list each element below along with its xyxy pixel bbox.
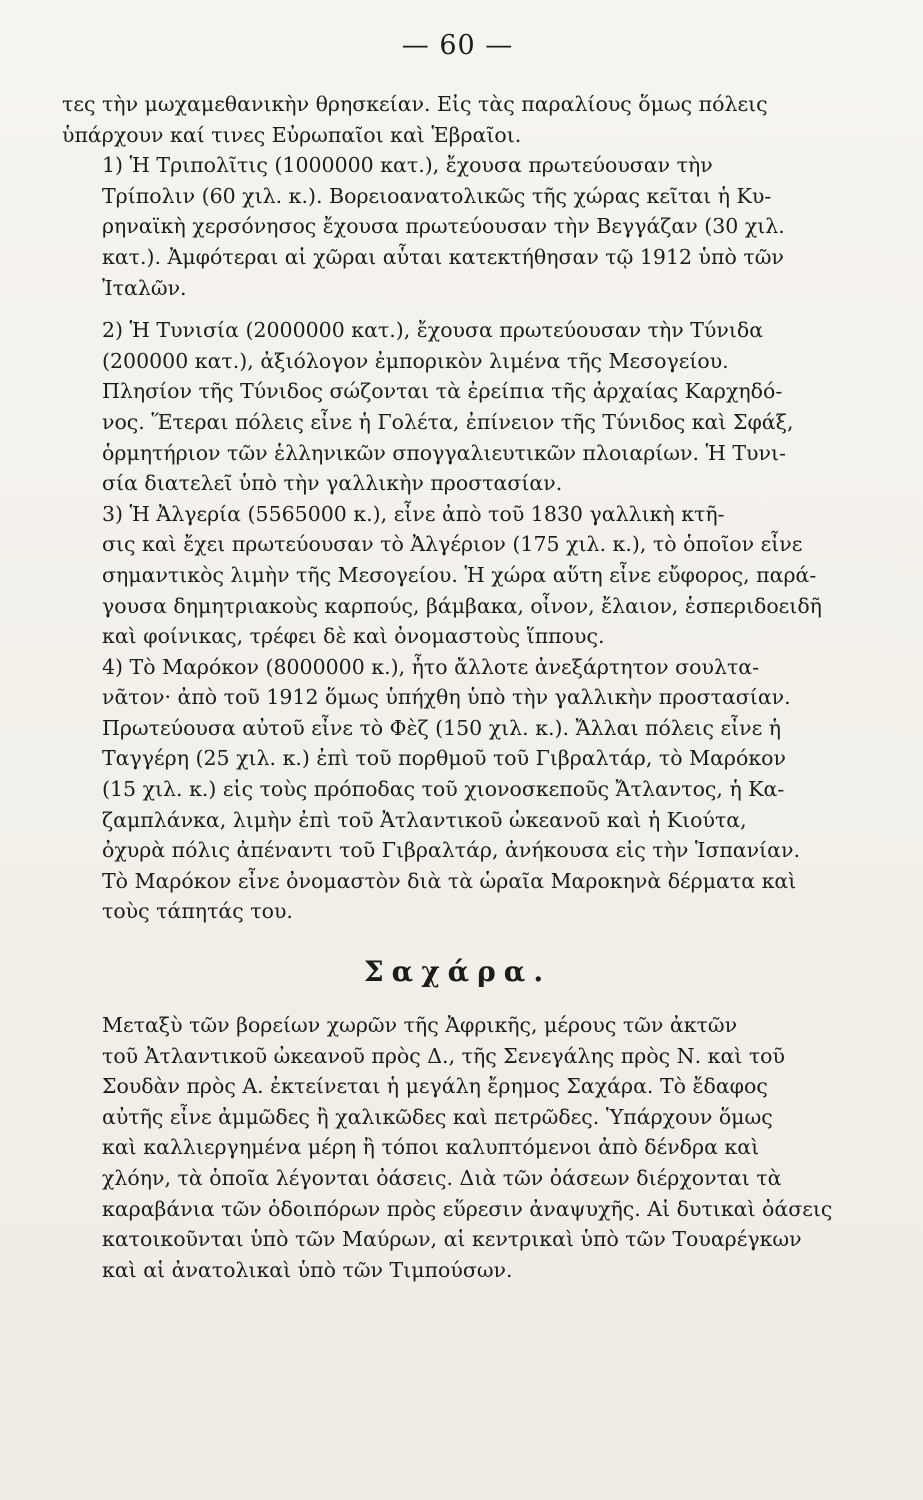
text-line: κατ.). Ἀμφότεραι αἱ χῶραι αὗται κατεκτήθησαν τῷ 1912 ὑπὸ τῶν [102, 244, 784, 269]
text-line: ὁρμητήριον τῶν ἑλληνικῶν σπογγαλιευτικῶν πλοιαρίων. Ἡ Τυνι- [102, 440, 786, 465]
text-line: Τὸ Μαρόκον εἶνε ὀνομαστὸν διὰ τὰ ὡραῖα Μαροκηνὰ δέρματα καὶ [102, 868, 797, 893]
text-line: τες τὴν μωχαμεθανικὴν θρησκείαν. Εἰς τὰς παραλίους ὅμως πόλεις [62, 92, 768, 116]
text-line: καραβάνια τῶν ὁδοιπόρων πρὸς εὕρεσιν ἀναψυχῆς. Αἱ δυτικαὶ ὀάσεις [102, 1196, 833, 1221]
text-line: σία διατελεῖ ὑπὸ τὴν γαλλικὴν προστασίαν. [102, 471, 563, 496]
paragraph-intro [62, 89, 853, 150]
text-line: νᾶτον· ἀπὸ τοῦ 1912 ὅμως ὑπήχθη ὑπὸ τὴν γαλλικὴν προστασίαν. [102, 685, 791, 710]
text-line: Τρίπολιν (60 χιλ. κ.). Βορειοανατολικῶς τῆς χώρας κεῖται ἡ Κυ- [102, 183, 772, 208]
text-line: καὶ καλλιεργημένα μέρη ἢ τόποι καλυπτόμενοι ἀπὸ δένδρα καὶ [102, 1135, 760, 1160]
paragraph-tunisia [62, 315, 853, 499]
text-line: Πρωτεύουσα αὐτοῦ εἶνε τὸ Φὲζ (150 χιλ. κ.). Ἄλλαι πόλεις εἶνε ἡ [102, 715, 782, 740]
text-line: 1) Ἡ Τριπολῖτις (1000000 κατ.), ἔχουσα πρωτεύουσαν τὴν [102, 153, 713, 178]
text-line: νος. Ἕτεραι πόλεις εἶνε ἡ Γολέτα, ἐπίνειον τῆς Τύνιδος καὶ Σφάξ, [102, 409, 794, 434]
text-line: Ἰταλῶν. [102, 275, 187, 300]
text-line: γουσα δημητριακοὺς καρπούς, βάμβακα, οἶνον, ἔλαιον, ἑσπεριδοειδῆ [102, 593, 822, 618]
text-line: Ταγγέρη (25 χιλ. κ.) ἐπὶ τοῦ πορθμοῦ τοῦ Γιβραλτάρ, τὸ Μαρόκον [102, 746, 786, 771]
text-line: χλόην, τὰ ὁποῖα λέγονται ὀάσεις. Διὰ τῶν ὀάσεων διέρχονται τὰ [102, 1166, 782, 1190]
paragraph-tripolis [62, 150, 853, 303]
text-line: 3) Ἡ Ἀλγερία (5565000 κ.), εἶνε ἀπὸ τοῦ 1830 γαλλικὴ κτῆ- [102, 501, 725, 526]
paragraph-gap [62, 303, 853, 315]
text-line: ὑπάρχουν καί τινες Εὐρωπαῖοι καὶ Ἑβραῖοι. [62, 122, 522, 147]
text-line: σημαντικὸς λιμὴν τῆς Μεσογείου. Ἡ χώρα αὕτη εἶνε εὔφορος, παρά- [102, 562, 817, 587]
paragraph-morocco [62, 652, 853, 927]
text-line: ζαμπλάνκα, λιμὴν ἐπὶ τοῦ Ἀτλαντικοῦ ὠκεανοῦ καὶ ἡ Κιούτα, [102, 807, 747, 832]
paragraph-algeria [62, 499, 853, 652]
text-line: (15 χιλ. κ.) εἰς τοὺς πρόποδας τοῦ χιονοσκεποῦς Ἄτλαντος, ἡ Κα- [102, 777, 785, 802]
text-line: τοὺς τάπητάς του. [102, 899, 293, 924]
paragraph-sahara [62, 1010, 853, 1285]
text-line: καὶ αἱ ἀνατολικαὶ ὑπὸ τῶν Τιμπούσων. [102, 1257, 513, 1282]
text-line: κατοικοῦνται ὑπὸ τῶν Μαύρων, αἱ κεντρικαὶ ὑπὸ τῶν Τουαρέγκων [102, 1227, 802, 1252]
text-line: Πλησίον τῆς Τύνιδος σώζονται τὰ ἐρείπια τῆς ἀρχαίας Καρχηδό- [102, 379, 783, 404]
text-line: καὶ φοίνικας, τρέφει δὲ καὶ ὀνομαστοὺς ἵππους. [102, 624, 605, 649]
text-line: 2) Ἡ Τυνισία (2000000 κατ.), ἔχουσα πρωτεύουσαν τὴν Τύνιδα [102, 318, 764, 343]
text-line: τοῦ Ἀτλαντικοῦ ὠκεανοῦ πρὸς Δ., τῆς Σενεγάλης πρὸς Ν. καὶ τοῦ [102, 1043, 785, 1068]
text-line: Μεταξὺ τῶν βορείων χωρῶν τῆς Ἀφρικῆς, μέρους τῶν ἀκτῶν [102, 1013, 738, 1038]
text-line: ὀχυρὰ πόλις ἀπέναντι τοῦ Γιβραλτάρ, ἀνήκουσα εἰς τὴν Ἱσπανίαν. [102, 838, 800, 863]
page-number: — 60 — [401, 30, 514, 61]
text-line: σις καὶ ἔχει πρωτεύουσαν τὸ Ἀλγέριον (175 χιλ. κ.), τὸ ὁποῖον εἶνε [102, 532, 803, 557]
section-title: Σαχάρα. [363, 955, 552, 989]
text-line: ρηναϊκὴ χερσόνησος ἔχουσα πρωτεύουσαν τὴν Βεγγάζαν (30 χιλ. [102, 214, 785, 239]
text-line: (200000 κατ.), ἀξιόλογον ἐμπορικὸν λιμένα τῆς Μεσογείου. [102, 348, 729, 373]
text-line: 4) Τὸ Μαρόκον (8000000 κ.), ἦτο ἄλλοτε ἀνεξάρτητον σουλτα- [102, 654, 760, 679]
text-line: Σουδὰν πρὸς Α. ἐκτείνεται ἡ μεγάλη ἔρημος Σαχάρα. Τὸ ἔδαφος [102, 1074, 768, 1099]
text-line: αὐτῆς εἶνε ἀμμῶδες ἢ χαλικῶδες καὶ πετρῶδες. Ὑπάρχουν ὅμως [102, 1104, 773, 1129]
